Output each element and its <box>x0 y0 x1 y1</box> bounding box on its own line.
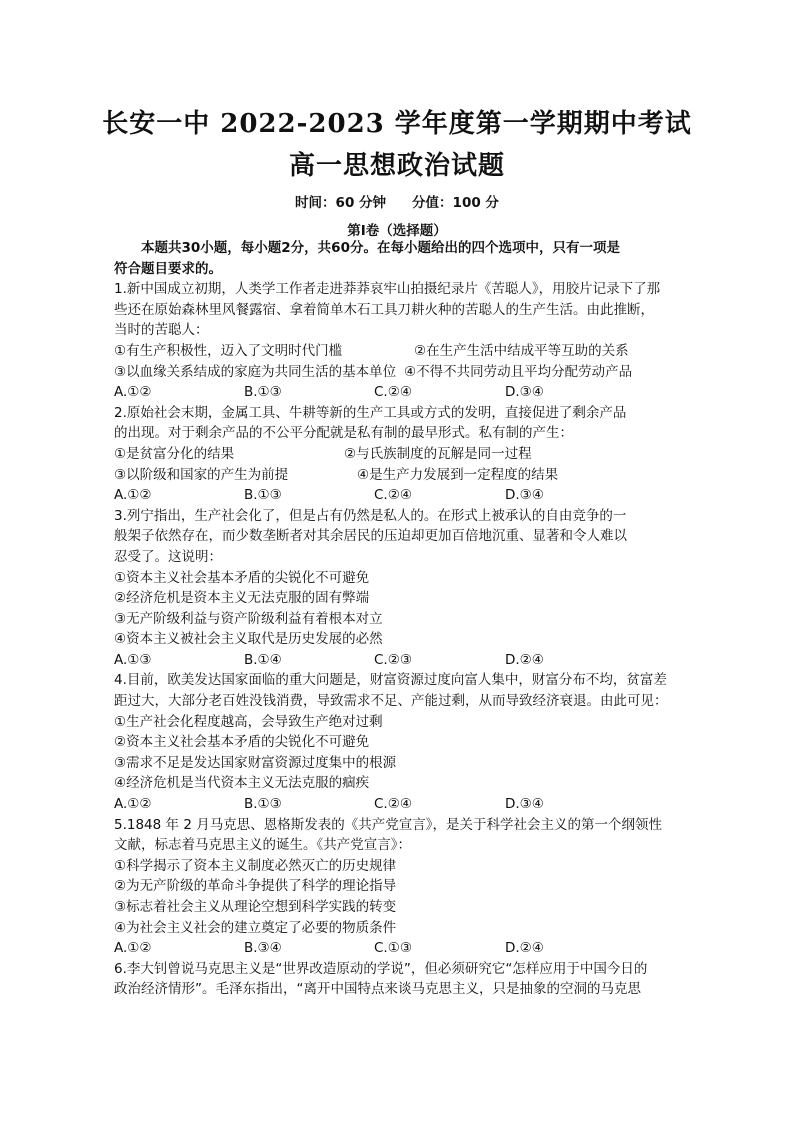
statement-row <box>114 465 688 486</box>
question-stem-line: 4.目前，欧美发达国家面临的重大问题是，财富资源过度向富人集中，财富分布不均，贫富差 <box>114 672 667 689</box>
answer-options <box>114 650 688 671</box>
question-stem-line: 般架子依然存在，而少数垄断者对其余居民的压迫却更加百倍地沉重、显著和令人难以 <box>114 528 627 545</box>
answer-option-c: C.②③ <box>374 651 412 668</box>
statement-row <box>114 753 688 774</box>
answer-option-b: B.①④ <box>244 651 282 668</box>
statement: ④经济危机是当代资本主义无法克服的痼疾 <box>114 775 370 792</box>
statement: ③标志着社会主义从理论空想到科学实践的转变 <box>114 899 397 915</box>
answer-option-b: B.①③ <box>244 796 282 813</box>
question-1 <box>114 279 688 403</box>
answer-option-b: B.③④ <box>244 940 282 957</box>
statement: ②在生产生活中结成平等互助的关系 <box>414 342 629 359</box>
answer-option-b: B.①③ <box>244 384 282 401</box>
exam-score: 分值：100 分 <box>412 195 499 211</box>
statement-row <box>114 341 688 362</box>
statement: ②经济危机是资本主义无法克服的固有弊端 <box>114 590 370 607</box>
statement-row <box>114 876 688 897</box>
answer-option-b: B.①③ <box>244 487 282 504</box>
instructions-line-2: 符合题目要求的。 <box>114 260 222 277</box>
answer-option-d: D.②④ <box>505 940 544 957</box>
answer-options <box>114 794 688 815</box>
statement: ④不得不共同劳动且平均分配劳动产品 <box>404 363 633 380</box>
statement-row <box>114 918 688 939</box>
answer-options <box>114 485 688 506</box>
answer-option-a: A.①② <box>114 487 152 504</box>
answer-option-a: A.①② <box>114 384 152 401</box>
statement: ③无产阶级利益与资产阶级利益有着根本对立 <box>114 610 383 627</box>
question-stem-line: 3.列宁指出，生产社会化了，但是占有仍然是私人的。在形式上被承认的自由竞争的一 <box>114 507 627 524</box>
question-stem-line: 5.1848 年 2 月马克思、恩格斯发表的《共产党宣言》，是关于科学社会主义的第一个纲领性 <box>114 816 662 833</box>
statement: ①有生产积极性，迈入了文明时代门槛 <box>114 342 343 359</box>
statement-row <box>114 609 688 630</box>
question-stem-line: 文献，标志着马克思主义的诞生。《共产党宣言》： <box>114 837 411 854</box>
answer-option-c: C.②④ <box>374 487 412 504</box>
statement: ②资本主义社会基本矛盾的尖锐化不可避免 <box>114 734 370 751</box>
statement: ③以血缘关系结成的家庭为共同生活的基本单位 <box>114 363 397 380</box>
exam-title: 长安一中 2022-2023 学年度第一学期期中考试 <box>102 109 692 139</box>
answer-options <box>114 938 688 959</box>
statement-row <box>114 568 688 589</box>
question-stem-line: 距过大，大部分老百姓没钱消费，导致需求不足、产能过剩，从而导致经济衰退。由此可见： <box>114 693 668 710</box>
statement-row <box>114 897 688 918</box>
statement: ③需求不足是发达国家财富资源过度集中的根源 <box>114 754 397 771</box>
question-stem-line: 政治经济情形”。毛泽东指出，“离开中国特点来谈马克思主义，只是抽象的空洞的马克思 <box>114 981 641 998</box>
answer-option-c: C.②④ <box>374 796 412 813</box>
question-stem-line: 忍受了。这说明： <box>114 548 222 565</box>
statement-row <box>114 732 688 753</box>
answer-option-c: C.②④ <box>374 384 412 401</box>
statement-row <box>114 362 688 383</box>
statement: ①科学揭示了资本主义制度必然灭亡的历史规律 <box>114 857 397 874</box>
statement: ④是生产力发展到一定程度的结果 <box>357 466 559 483</box>
statement: ②与氏族制度的瓦解是同一过程 <box>344 445 532 462</box>
question-stem-line: 当时的苦聪人： <box>114 322 209 339</box>
statement: ④为社会主义社会的建立奠定了必要的物质条件 <box>114 919 397 936</box>
questions-body <box>114 238 688 1000</box>
exam-time: 时间：60 分钟 <box>295 195 387 211</box>
statement-row <box>114 856 688 877</box>
question-stem-line: 的出现。对于剩余产品的不公平分配就是私有制的最早形式。私有制的产生： <box>114 425 573 442</box>
answer-option-a: A.①② <box>114 796 152 813</box>
answer-option-d: D.③④ <box>505 796 544 813</box>
statement: ①是贫富分化的结果 <box>114 445 235 462</box>
statement: ④资本主义被社会主义取代是历史发展的必然 <box>114 631 383 648</box>
answer-option-d: D.②④ <box>505 651 544 668</box>
statement-row <box>114 588 688 609</box>
question-stem-line: 2.原始社会末期，金属工具、牛耕等新的生产工具或方式的发明，直接促进了剩余产品 <box>114 404 627 421</box>
answer-option-d: D.③④ <box>505 487 544 504</box>
section-heading: 第Ⅰ卷（选择题） <box>347 223 447 239</box>
answer-option-a: A.①② <box>114 940 152 957</box>
instructions-line-1: 本题共30小题，每小题2分，共60分。在每小题给出的四个选项中，只有一项是 <box>141 240 620 256</box>
question-stem-line: 些还在原始森林里风餐露宿、拿着简单木石工具刀耕火种的苦聪人的生产生活。由此推断， <box>114 301 654 318</box>
statement: ①生产社会化程度越高，会导致生产绝对过剩 <box>114 713 383 730</box>
question-list <box>114 279 688 1000</box>
question-stem-line: 1.新中国成立初期，人类学工作者走进莽莽哀牢山拍摄纪录片《苦聪人》，用胶片记录下了那 <box>114 281 661 298</box>
statement-row <box>114 773 688 794</box>
question-3 <box>114 506 688 671</box>
exam-subtitle: 高一思想政治试题 <box>288 151 505 181</box>
statement-row <box>114 629 688 650</box>
question-2 <box>114 403 688 506</box>
question-4 <box>114 670 688 814</box>
statement-row <box>114 444 688 465</box>
statement: ①资本主义社会基本矛盾的尖锐化不可避免 <box>114 569 370 586</box>
question-stem-line: 6.李大钊曾说马克思主义是“世界改造原动的学说”，但必须研究它“怎样应用于中国今日的 <box>114 960 648 977</box>
exam-meta <box>0 191 794 211</box>
statement: ③以阶级和国家的产生为前提 <box>114 466 289 483</box>
answer-option-d: D.③④ <box>505 384 544 401</box>
answer-option-a: A.①③ <box>114 651 152 668</box>
statement-row <box>114 712 688 733</box>
answer-options <box>114 382 688 403</box>
question-6 <box>114 959 688 1000</box>
statement: ②为无产阶级的革命斗争提供了科学的理论指导 <box>114 878 397 895</box>
answer-option-c: C.①③ <box>374 940 412 957</box>
question-5 <box>114 815 688 959</box>
